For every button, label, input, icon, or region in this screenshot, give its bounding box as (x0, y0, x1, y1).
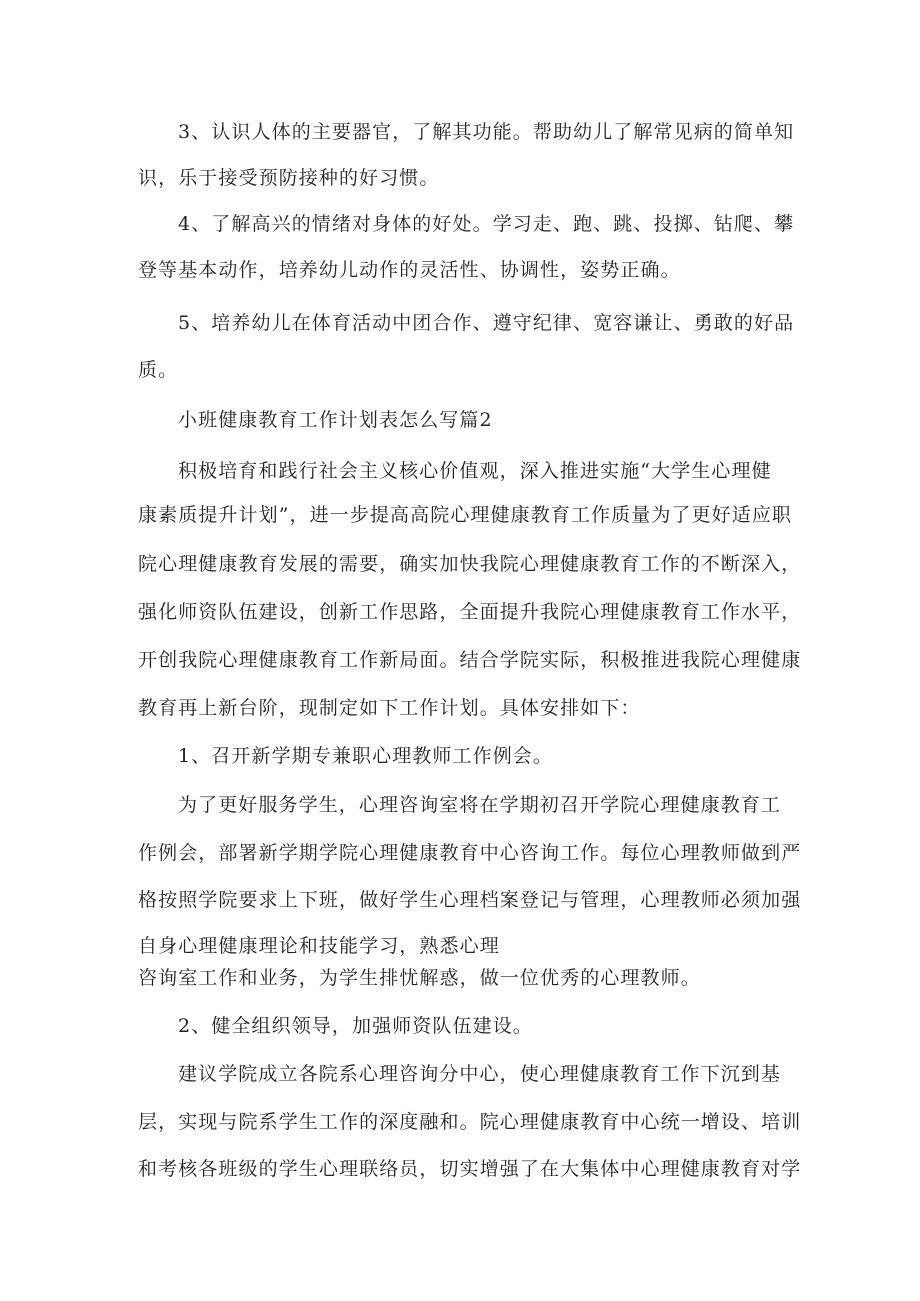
paragraph-line: 教育再上新台阶，现制定如下工作计划。具体安排如下： (138, 697, 641, 719)
paragraph-line: 开创我院心理健康教育工作新局面。结合学院实际，积极推进我院心理健康 (138, 649, 802, 671)
paragraph-line: 作例会，部署新学期学院心理健康教育中心咨询工作。每位心理教师做到严 (138, 842, 802, 864)
paragraph-line: 为了更好服务学生，心理咨询室将在学期初召开学院心理健康教育工 (178, 794, 782, 816)
paragraph-line: 建议学院成立各院系心理咨询分中心，使心理健康教育工作下沉到基 (178, 1063, 782, 1085)
paragraph-line: 层，实现与院系学生工作的深度融和。院心理健康教育中心统一增设、培训 (138, 1111, 802, 1133)
paragraph-line: 格按照学院要求上下班，做好学生心理档案登记与管理，心理教师必须加强 (138, 889, 802, 911)
numbered-heading: 1、召开新学期专兼职心理教师工作例会。 (178, 745, 553, 767)
paragraph-line: 和考核各班级的学生心理联络员，切实增强了在大集体中心理健康教育对学 (138, 1158, 802, 1180)
paragraph-line: 积极培育和践行社会主义核心价值观，深入推进实施“大学生心理健 (178, 460, 772, 482)
paragraph-line: 登等基本动作，培养幼儿动作的灵活性、协调性，姿势正确。 (138, 259, 681, 281)
paragraph-line: 咨询室工作和业务，为学生排忧解惑，做一位优秀的心理教师。 (138, 967, 701, 989)
numbered-heading: 2、健全组织领导，加强师资队伍建设。 (178, 1015, 533, 1037)
paragraph-line: 4、了解高兴的情绪对身体的好处。学习走、跑、跳、投掷、钻爬、攀 (178, 213, 795, 235)
paragraph-line: 质。 (138, 359, 179, 381)
paragraph-line: 识，乐于接受预防接种的好习惯。 (138, 167, 440, 189)
section-heading: 小班健康教育工作计划表怎么写篇2 (178, 409, 493, 431)
paragraph-line: 自身心理健康理论和技能学习，熟悉心理 (138, 935, 500, 957)
paragraph-line: 3、认识人体的主要器官，了解其功能。帮助幼儿了解常见病的简单知 (178, 121, 795, 143)
paragraph-line: 院心理健康教育发展的需要，确实加快我院心理健康教育工作的不断深入， (138, 553, 802, 575)
paragraph-line: 康素质提升计划”，进一步提高高院心理健康教育工作质量为了更好适应职 (138, 504, 793, 526)
paragraph-line: 5、培养幼儿在体育活动中团合作、遵守纪律、宽容谦让、勇敢的好品 (178, 312, 795, 334)
paragraph-line: 强化师资队伍建设，创新工作思路，全面提升我院心理健康教育工作水平， (138, 601, 802, 623)
